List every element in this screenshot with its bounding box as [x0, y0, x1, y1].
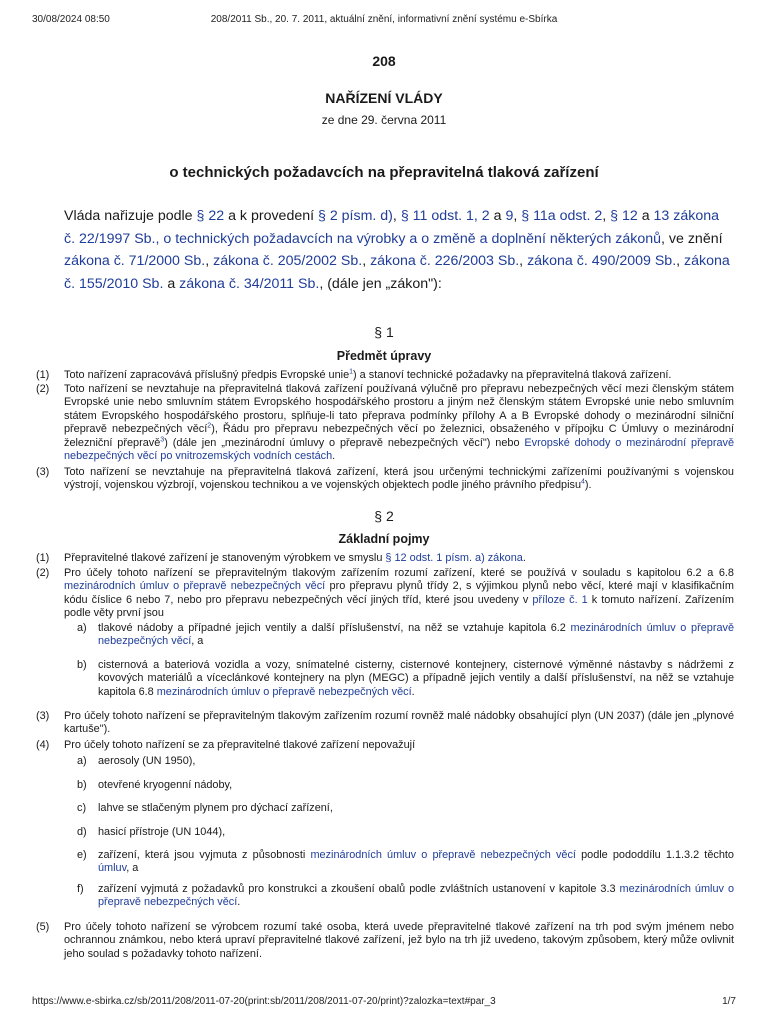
footnote-ref-1[interactable]: 1 [349, 368, 354, 376]
section-2-heading: Základní pojmy [338, 532, 430, 546]
section-2-paragraph-4-item-d: hasicí přístroje (UN 1044), [98, 826, 226, 838]
item-text: , a [126, 862, 139, 875]
paragraph-text: ), Řádu pro přepravu nebezpečných věcí po železnici, obsaženého v přípojku C Úmluvy o mezinárodní železniční přepravě [64, 423, 734, 449]
item-letter: b) [77, 659, 87, 671]
link-par-22[interactable]: § 22 [196, 208, 225, 224]
paragraph-number: (2) [36, 567, 50, 579]
item-text: . [237, 896, 241, 909]
link-zakon-226-2003[interactable]: zákona č. 226/2003 Sb. [370, 253, 520, 269]
section-2-paragraph-4-item-e [98, 849, 734, 876]
paragraph-number: (5) [36, 921, 50, 933]
link-priloha-1[interactable]: příloze č. 1 [532, 593, 588, 606]
item-letter: f) [77, 883, 84, 895]
print-timestamp: 30/08/2024 08:50 [32, 14, 110, 25]
item-letter: a) [77, 755, 87, 767]
section-2-paragraph-4-item-b: otevřené kryogenní nádoby, [98, 779, 233, 791]
section-2-paragraph-2-item-a [98, 622, 734, 649]
section-1-paragraph-1 [64, 369, 734, 382]
item-letter: e) [77, 849, 87, 861]
link-zakon-22-1997[interactable]: 13 zákona č. 22/1997 Sb., o technických požadavcích na výrobky a o změně a doplnění některých zákonů [64, 208, 720, 247]
paragraph-text: ) (dále jen „mezinárodní úmluvy o přepravě nebezpečných věcí") nebo [164, 436, 525, 449]
item-letter: b) [77, 779, 87, 791]
item-letter: a) [77, 622, 87, 634]
link-par-12[interactable]: § 12 [610, 208, 638, 224]
item-text: tlakové nádoby a případné jejich ventily a další příslušenství, na něž se vztahuje kapitola 6.2 [98, 622, 571, 634]
paragraph-text: Pro účely tohoto nařízení se přepravitelným tlakovým zařízením rozumí zařízení, které se používá v souladu s kapitolou 6.2 a 6.8 [64, 567, 734, 579]
link-zakon-71-2000[interactable]: zákona č. 71/2000 Sb. [64, 253, 206, 269]
print-footer [32, 996, 736, 1010]
section-2-number: § 2 [374, 508, 394, 524]
section-2-paragraph-4-item-c: lahve se stlačeným plynem pro dýchací zařízení, [98, 802, 333, 814]
footnote-ref-4[interactable]: 4 [581, 478, 585, 486]
section-2-paragraph-4 [64, 739, 734, 752]
paragraph-number: (2) [36, 383, 50, 395]
link-zakon-34-2011[interactable]: zákona č. 34/2011 Sb. [179, 275, 320, 292]
paragraph-text: Toto nařízení se nevztahuje na přepravitelná tlaková zařízení používaná výlučně pro přepravu nebezpečných věcí mezi členským státem Evropské unie nebo smluvním státem Evropského hospodářského prostoru a jiným než členským státem Evropské unie nebo smluvním státem Evropského hospodářského prostoru, splňuje-li tato přeprava podmínky přílohy A a B Evropské dohody o mezinárodní silniční přepravě nebezpečných věcí [64, 383, 734, 436]
print-title: 208/2011 Sb., 20. 7. 2011, aktuální znění, informativní znění systému e-Sbírka [210, 14, 558, 25]
section-1-heading: Předmět úpravy [336, 349, 432, 363]
link-mezinarodni-umluvy[interactable]: mezinárodních úmluv o přepravě nebezpečných věcí [310, 849, 576, 861]
link-par-11[interactable]: § 11 odst. 1, 2 [400, 208, 490, 224]
page-counter: 1/7 [722, 996, 736, 1007]
doc-date: ze dne 29. června 2011 [321, 113, 447, 127]
preamble-text: , [676, 253, 685, 269]
section-2-paragraph-4-item-a: aerosoly (UN 1950), [98, 755, 196, 767]
link-mezinarodni-umluvy[interactable]: mezinárodních úmluv o přepravě nebezpečných věcí [98, 883, 735, 909]
doc-number: 208 [372, 53, 396, 69]
section-2-paragraph-2 [64, 567, 734, 621]
paragraph-text: k tomuto nařízení. Zařízením podle věty první jsou [64, 593, 734, 620]
item-letter: c) [77, 802, 87, 814]
item-text: . [411, 685, 415, 698]
section-2-paragraph-1 [64, 552, 734, 565]
preamble-text: , [519, 253, 528, 269]
footnote-ref-3[interactable]: 3 [160, 436, 165, 443]
link-zakon-155-2010[interactable]: zákona č. 155/2010 Sb. [64, 253, 730, 292]
paragraph-text: Toto nařízení se nevztahuje na přepravitelná tlaková zařízení, která jsou určenými technickými zařízeními používanými s vojenskou výstrojí, vojenskou výzbrojí, vojenskou technikou a ve vojenských objektech podle jiného právního předpisu [64, 466, 734, 492]
section-1-paragraph-2 [64, 383, 734, 463]
preamble-text: , [205, 253, 214, 269]
paragraph-number: (4) [36, 739, 50, 751]
paragraph-text: . [522, 552, 526, 564]
link-adn-agreement[interactable]: Evropské dohody o mezinárodní přepravě nebezpečných věcí po vnitrozemských vodních cestách [64, 436, 734, 463]
section-1-paragraph-3 [64, 466, 734, 493]
preamble [64, 205, 730, 295]
link-zakon-490-2009[interactable]: zákona č. 490/2009 Sb. [527, 253, 677, 269]
link-par-11a[interactable]: § 11a odst. 2 [521, 208, 603, 224]
link-zakon-205-2002[interactable]: zákona č. 205/2002 Sb. [213, 253, 363, 269]
paragraph-text: Pro účely tohoto nařízení se přepravitelným tlakovým zařízením rozumí rovněž malé nádobky obsahující plyn (UN 2037) (dále jen „plynové kartuše"). [64, 710, 734, 736]
preamble-text: a k provedení [224, 208, 318, 224]
link-mezinarodni-umluvy[interactable]: mezinárodních úmluv o přepravě nebezpečných věcí [98, 622, 734, 648]
preamble-text: , ve znění [661, 230, 723, 247]
paragraph-text: ). [584, 479, 592, 492]
paragraph-text: pro přepravu plynů třídy 2, s výjimkou plynů nebo věcí, které mají v klasifikačním kódu číslice 6 nebo 7, nebo pro přepravu nebezpečných věcí jiných tříd, které jsou uvedeny v [64, 580, 734, 606]
paragraph-number: (3) [36, 710, 50, 722]
item-letter: d) [77, 826, 87, 838]
print-url[interactable]: https://www.e-sbirka.cz/sb/2011/208/2011-07-20(print:sb/2011/208/2011-07-20/print)?zalozka=text#par_3 [32, 996, 496, 1007]
link-mezinarodni-umluvy[interactable]: mezinárodních úmluv o přepravě nebezpečných věcí [64, 580, 326, 593]
paragraph-text: Přepravitelné tlakové zařízení je stanoveným výrobkem ve smyslu [64, 552, 386, 564]
item-text: zařízení vyjmutá z požadavků pro konstrukci a zkoušení obalů podle zvláštních ustanovení v kapitole 3.3 [98, 883, 620, 895]
link-par-12-zakona[interactable]: § 12 odst. 1 písm. a) zákona [385, 552, 523, 564]
section-2-paragraph-3 [64, 710, 734, 737]
preamble-text: , [602, 208, 611, 224]
print-header [32, 14, 736, 28]
preamble-text: a [163, 275, 180, 292]
doc-kind: NAŘÍZENÍ VLÁDY [325, 90, 443, 106]
preamble-text: , [513, 208, 522, 224]
item-text: zařízení, která jsou vyjmuta z působnosti [98, 849, 311, 861]
paragraph-number: (3) [36, 466, 50, 478]
section-1-number: § 1 [374, 324, 394, 340]
doc-title: o technických požadavcích na přepravitelná tlaková zařízení [169, 164, 599, 181]
paragraph-text: ) a stanoví technické požadavky na přepravitelná tlaková zařízení. [353, 369, 672, 381]
link-par-11-9[interactable]: 9 [505, 208, 514, 224]
paragraph-number: (1) [36, 552, 50, 564]
section-2-paragraph-5: Pro účely tohoto nařízení se výrobcem rozumí také osoba, která uvede přepravitelné tlakové zařízení na trh pod svým jménem nebo ochrannou známkou, nebo která upraví přepravitelné tlakové zařízení, jež bylo na trh již uvedeno, takovým způsobem, který může ovlivnit jeho soulad s požadavky tohoto nařízení. [64, 921, 734, 960]
paragraph-text: Pro účely tohoto nařízení se za přepravitelné tlakové zařízení nepovažují [64, 739, 416, 751]
preamble-text: a [489, 208, 506, 224]
item-text: podle pododdílu 1.1.3.2 těchto [575, 849, 734, 861]
link-umluvy[interactable]: úmluv [98, 862, 127, 875]
preamble-text: a [637, 208, 654, 224]
paragraph-number: (1) [36, 369, 50, 381]
item-text: , a [191, 635, 204, 648]
section-2-paragraph-4-item-f [98, 883, 734, 910]
footnote-ref-2[interactable]: 2 [207, 422, 212, 430]
section-2-paragraph-2-item-b [98, 659, 734, 699]
preamble-text: , [362, 253, 371, 269]
paragraph-text: . [332, 450, 336, 463]
preamble-text: , [392, 208, 401, 224]
preamble-text: , (dále jen „zákon"): [319, 275, 442, 292]
link-par-2[interactable]: § 2 písm. d) [318, 208, 393, 224]
link-mezinarodni-umluvy[interactable]: mezinárodních úmluv o přepravě nebezpečných věcí [156, 685, 412, 698]
item-text: cisternová a bateriová vozidla a vozy, snímatelné cisterny, cisternové kontejnery, cisternové výměnné nástavby s nádržemi z kovových materiálů a víceclánkové kontejnery na plyn (MEGC) a případně jejich ventily a další příslušenství, na něž se vztahuje kapitola 6.8 [98, 659, 734, 698]
preamble-text: Vláda nařizuje podle [64, 208, 197, 224]
paragraph-text: Toto nařízení zapracovává příslušný předpis Evropské unie [64, 369, 350, 381]
